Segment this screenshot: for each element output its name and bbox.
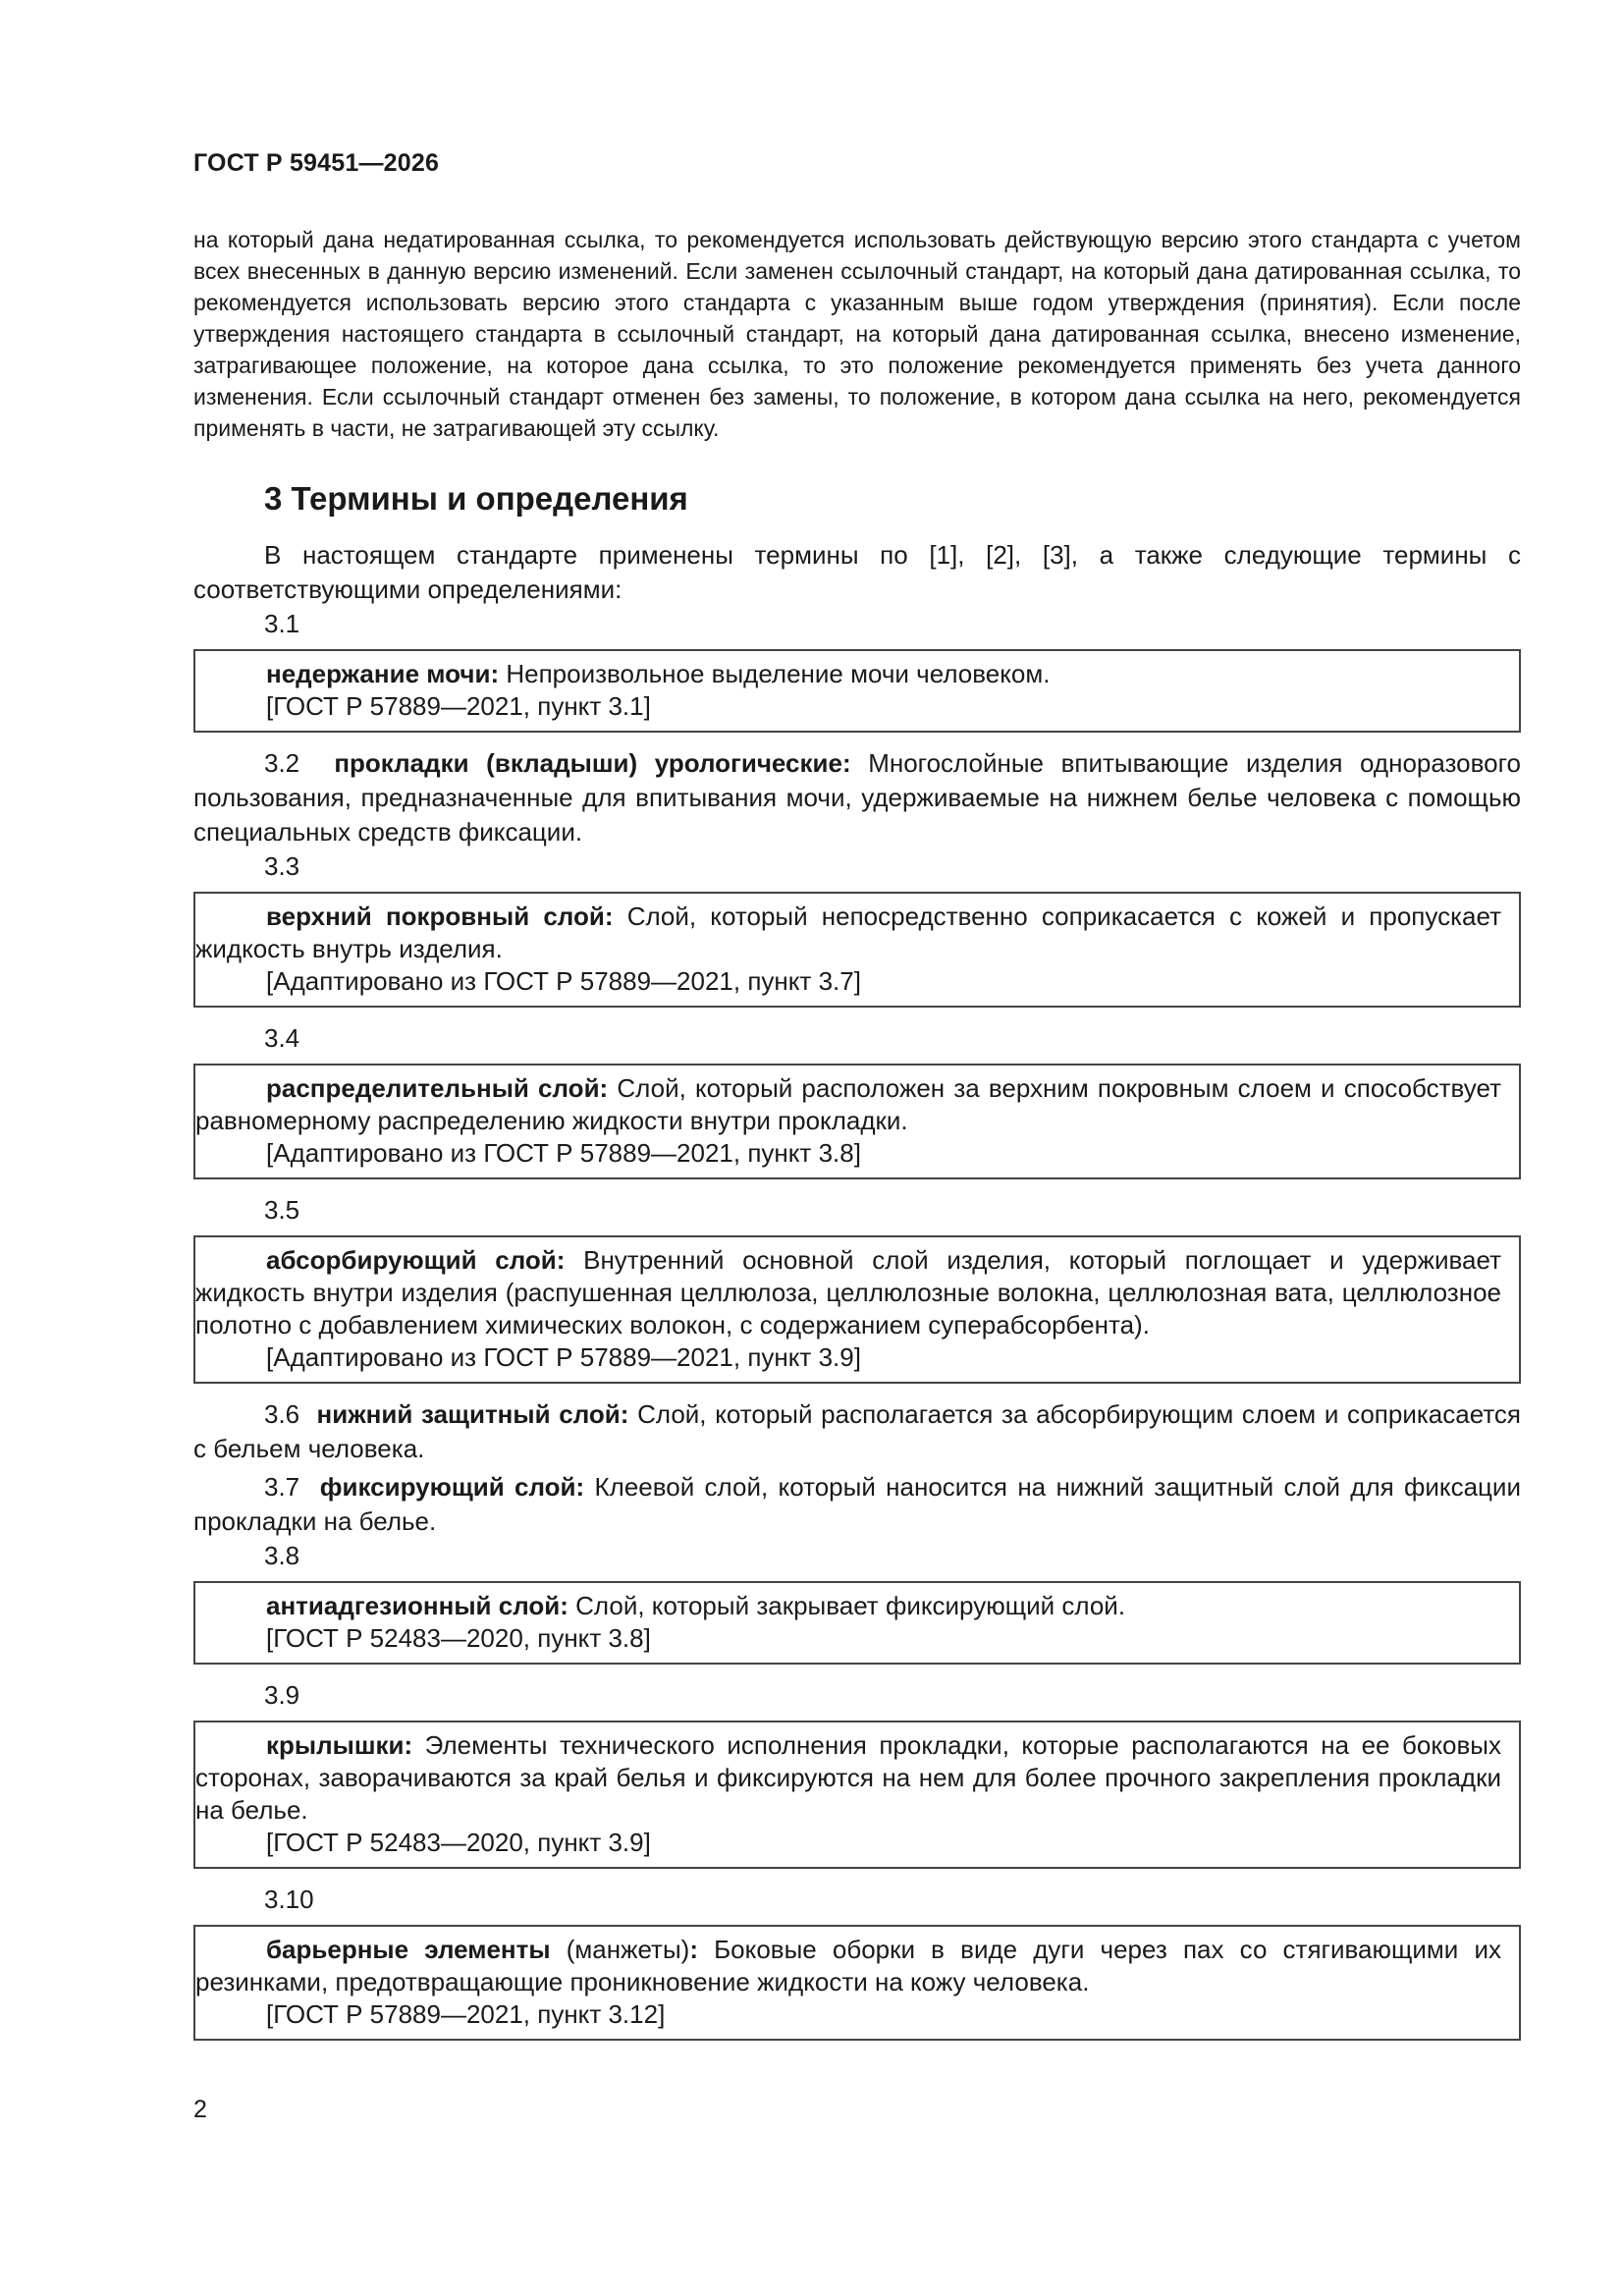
term-box bbox=[193, 1235, 1521, 1384]
term-definition bbox=[195, 1934, 1501, 1998]
term-number: 3.6 bbox=[264, 1399, 300, 1429]
term-name: недержание мочи: bbox=[266, 659, 500, 688]
term-source: [ГОСТ Р 57889—2021, пункт 3.1] bbox=[266, 691, 651, 721]
term-number: 3.9 bbox=[264, 1680, 300, 1710]
term-number: 3.5 bbox=[264, 1195, 300, 1225]
term-name: абсорбирующий слой: bbox=[266, 1245, 566, 1275]
term-number: 3.10 bbox=[264, 1885, 314, 1914]
document-code-header: ГОСТ Р 59451—2026 bbox=[193, 149, 440, 177]
page-number: 2 bbox=[193, 2096, 207, 2123]
term-definition bbox=[195, 901, 1501, 965]
term-number: 3.8 bbox=[264, 1541, 300, 1570]
term-def-text: Внутренний основной слой изделия, который поглощает и удерживает жидкость внутри изделия (распушенная целлюлоза, целлюлозные волокна, целлюлозная вата, целлюлозное полотно с добавлением химических волокон, с содержанием суперабсорбента). bbox=[195, 1245, 1501, 1339]
term-box bbox=[193, 1064, 1521, 1179]
term-colon: : bbox=[689, 1935, 698, 1964]
term-def-text: Слой, который закрывает фиксирующий слой. bbox=[568, 1591, 1126, 1620]
section-title: 3 Термины и определения bbox=[264, 480, 688, 517]
term-box bbox=[193, 1721, 1521, 1869]
term-box bbox=[193, 892, 1521, 1008]
term-box bbox=[193, 1581, 1521, 1665]
term-name: нижний защитный слой: bbox=[316, 1399, 629, 1429]
term-source: [ГОСТ Р 52483—2020, пункт 3.8] bbox=[266, 1623, 651, 1653]
term-number: 3.4 bbox=[264, 1023, 300, 1053]
term-definition bbox=[195, 1072, 1501, 1137]
term-def-text: Слой, который расположен за верхним покровным слоем и способствует равномерному распределению жидкости внутри прокладки. bbox=[195, 1073, 1501, 1135]
term-name: фиксирующий слой: bbox=[319, 1472, 585, 1502]
term-def-text: Элементы технического исполнения прокладки, которые располагаются на ее боковых сторонах, заворачиваются за край белья и фиксируются на нем для более прочного закрепления прокладки на белье. bbox=[195, 1730, 1501, 1825]
term-definition bbox=[195, 1590, 1501, 1622]
term-definition bbox=[195, 1244, 1501, 1341]
term-box bbox=[193, 649, 1521, 733]
term-name: распределительный слой: bbox=[266, 1073, 609, 1103]
term-source: [ГОСТ Р 57889—2021, пункт 3.12] bbox=[266, 1999, 666, 2029]
page-content bbox=[193, 224, 1521, 2041]
term-def-text: Непроизвольное выделение мочи человеком. bbox=[499, 659, 1051, 688]
section-lead: В настоящем стандарте применены термины по [1], [2], [3], а также следующие термины с соответствующими определениями: bbox=[193, 540, 1521, 604]
term-def-text: Слой, который непосредственно соприкасается с кожей и пропускает жидкость внутрь изделия. bbox=[195, 902, 1501, 963]
term-name: верхний покровный слой: bbox=[266, 902, 614, 931]
term-number: 3.3 bbox=[264, 851, 300, 881]
term-def-text: Боковые оборки в виде дуги через пах со стягивающими их резинками, предотвращающие проникновение жидкости на кожу человека. bbox=[195, 1935, 1501, 1996]
term-number: 3.7 bbox=[264, 1472, 300, 1502]
intro-paragraph: на который дана недатированная ссылка, то рекомендуется использовать действующую версию этого стандарта с учетом всех внесенных в данную версию изменений. Если заменен ссылочный стандарт, на который дана датированная ссылка, то рекомендуется использовать версию этого стандарта с указанным выше годом утверждения (принятия). Если после утверждения настоящего стандарта в ссылочный стандарт, на который дана датированная ссылка, внесено изменение, затрагивающее положение, на которое дана ссылка, то это положение рекомендуется применять без учета данного изменения. Если ссылочный стандарт отменен без замены, то положение, в котором дана ссылка на него, рекомендуется применять в части, не затрагивающей эту ссылку. bbox=[193, 227, 1521, 441]
term-def-text: Слой, который располагается за абсорбирующим слоем и соприкасается с бельем человека. bbox=[193, 1399, 1522, 1463]
term-definition bbox=[195, 658, 1501, 690]
term-source: [Адаптировано из ГОСТ Р 57889—2021, пункт 3.9] bbox=[266, 1342, 861, 1372]
term-inline bbox=[193, 1470, 1521, 1539]
term-def-text: Многослойные впитывающие изделия одноразового пользования, предназначенные для впитывания мочи, удерживаемые на нижнем белье человека с помощью специальных средств фиксации. bbox=[193, 748, 1521, 847]
term-inline bbox=[193, 746, 1521, 849]
term-name: крылышки: bbox=[266, 1730, 413, 1760]
term-name: барьерные элементы bbox=[266, 1935, 551, 1964]
term-source: [ГОСТ Р 52483—2020, пункт 3.9] bbox=[266, 1828, 651, 1857]
term-source: [Адаптировано из ГОСТ Р 57889—2021, пункт 3.7] bbox=[266, 966, 861, 996]
term-name-extra: (манжеты) bbox=[550, 1935, 690, 1964]
term-name: антиадгезионный слой: bbox=[266, 1591, 568, 1620]
term-name: прокладки (вкладыши) урологические: bbox=[334, 748, 851, 778]
term-box bbox=[193, 1925, 1521, 2041]
term-inline bbox=[193, 1397, 1521, 1466]
term-definition bbox=[195, 1729, 1501, 1827]
term-source: [Адаптировано из ГОСТ Р 57889—2021, пункт 3.8] bbox=[266, 1138, 861, 1168]
term-number: 3.1 bbox=[264, 609, 300, 638]
term-def-text: Клеевой слой, который наносится на нижний защитный слой для фиксации прокладки на белье. bbox=[193, 1472, 1521, 1536]
term-number: 3.2 bbox=[264, 748, 300, 778]
